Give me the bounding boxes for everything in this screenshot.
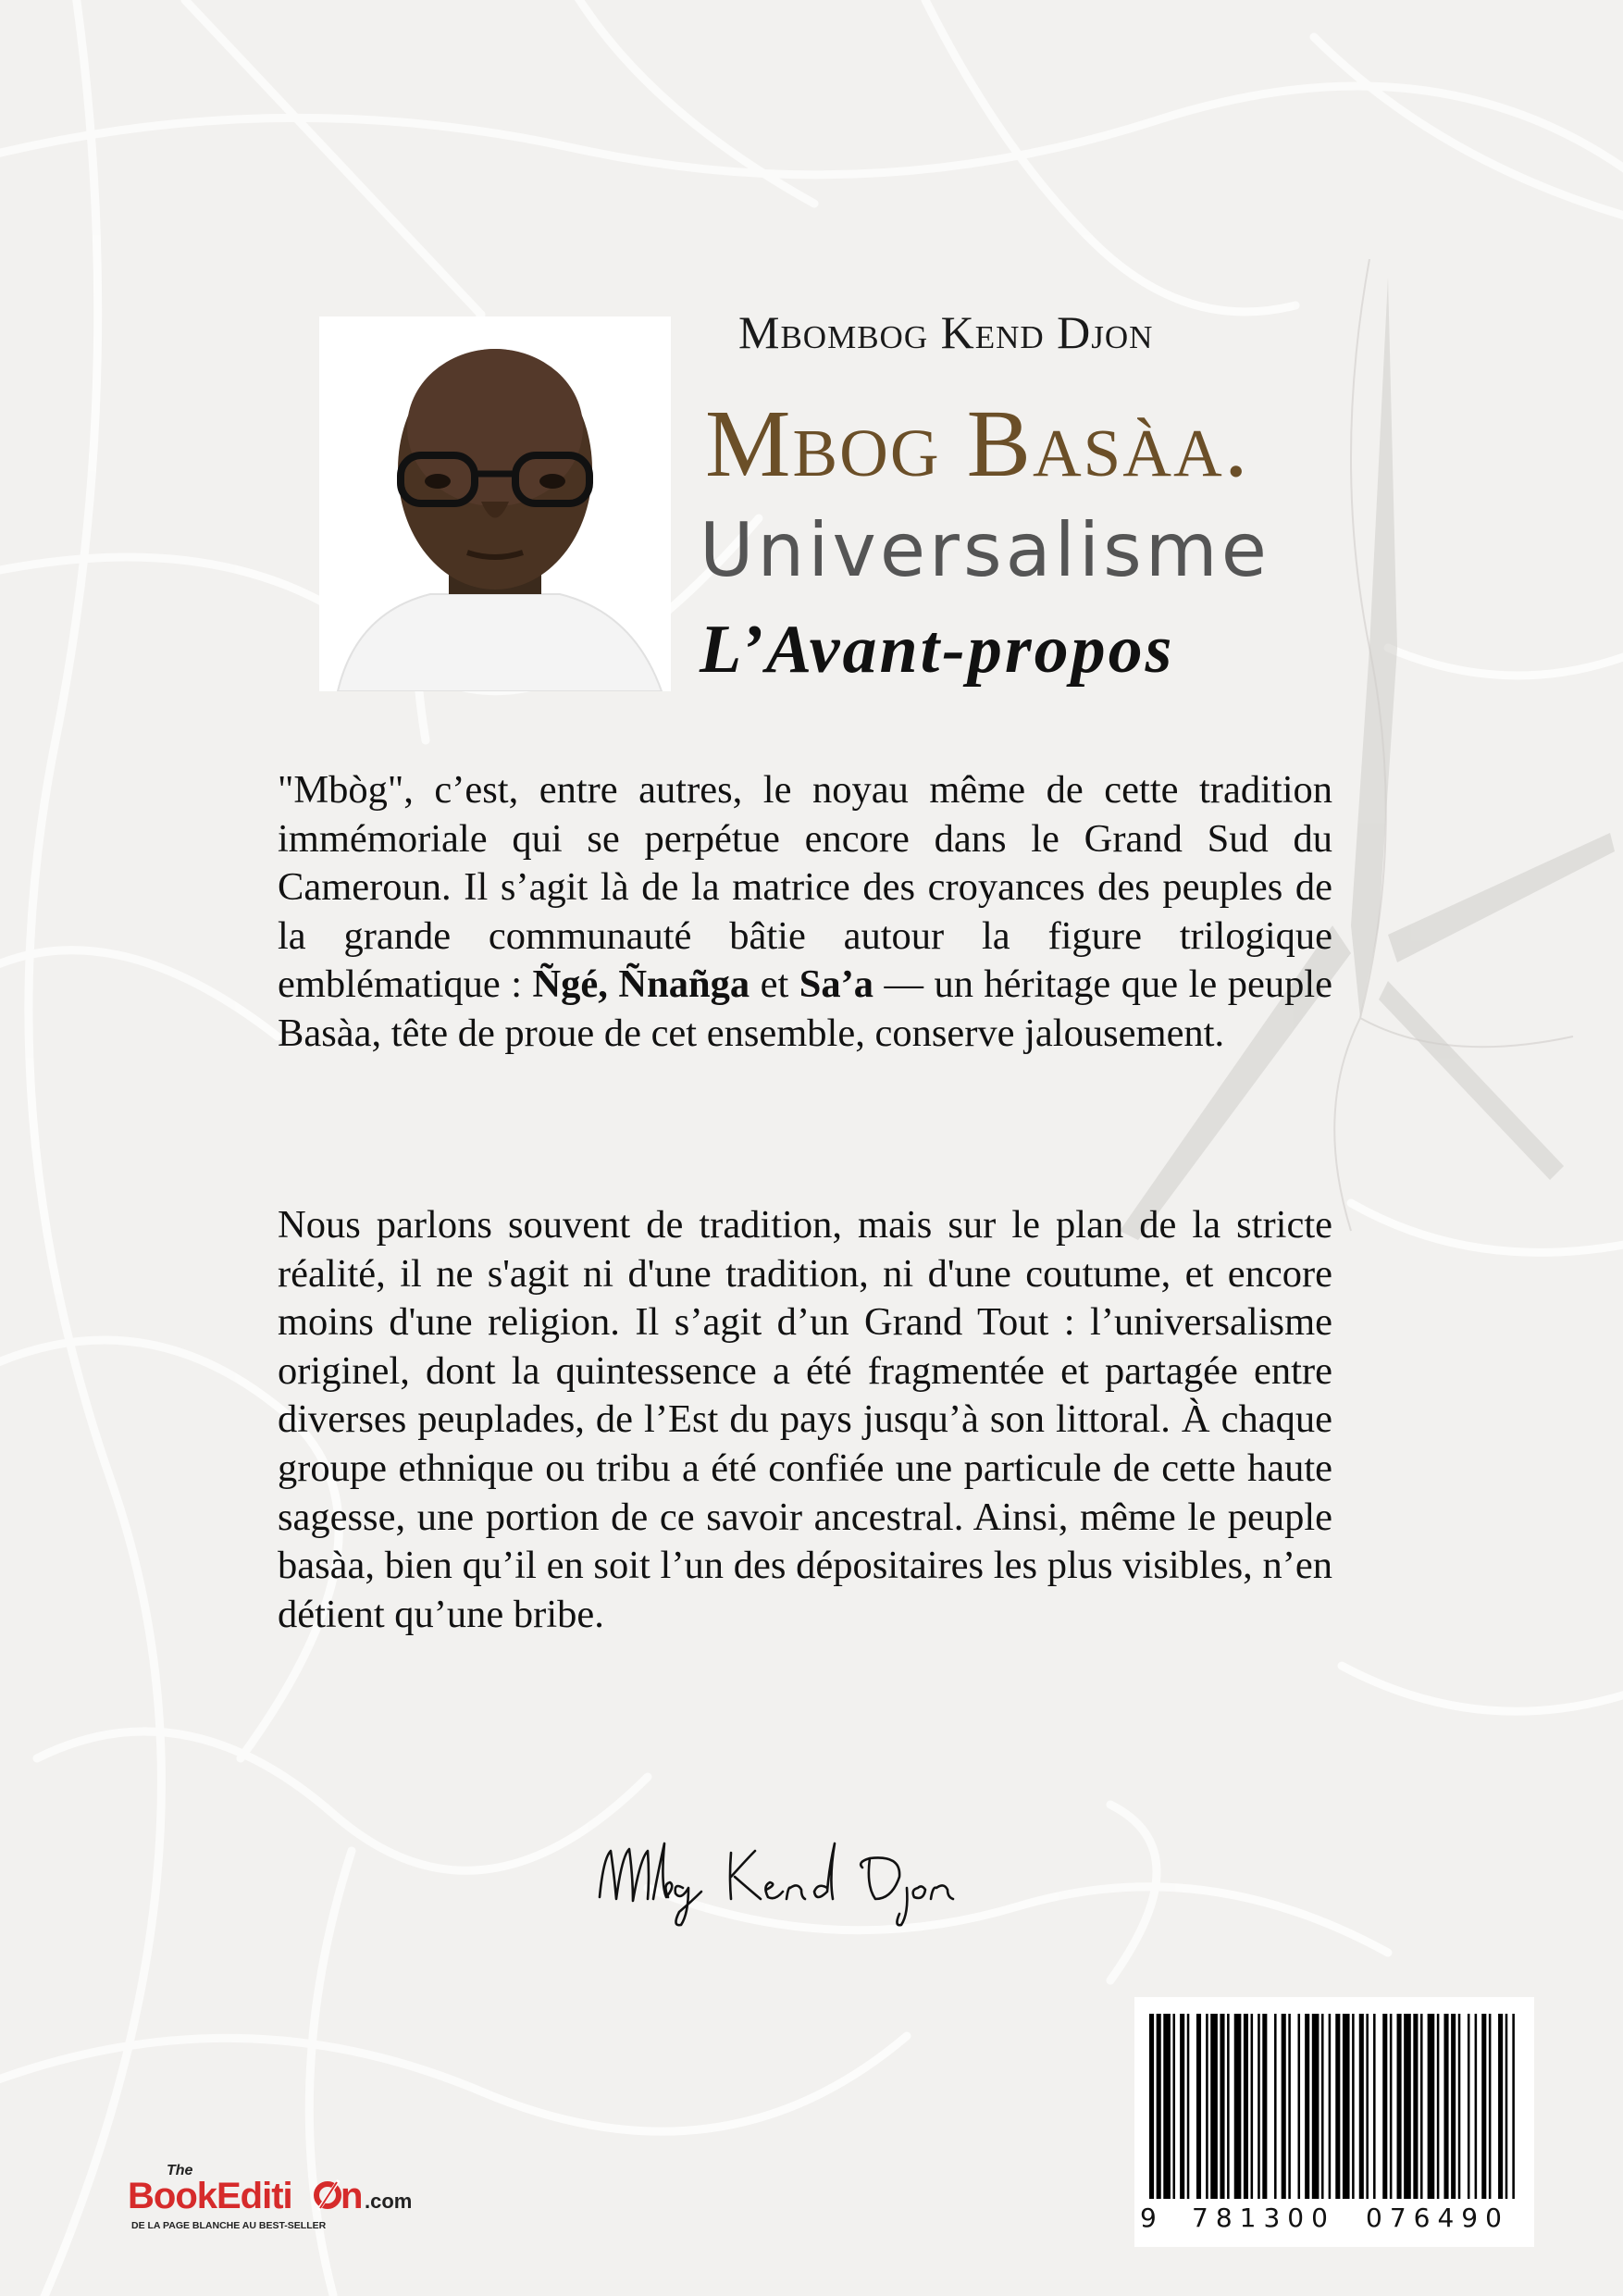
barcode-bar	[1343, 2014, 1350, 2199]
barcode-bar	[1329, 2014, 1332, 2199]
publisher-logo	[122, 2160, 427, 2240]
barcode-bar	[1335, 2014, 1340, 2199]
barcode-bar	[1149, 2014, 1154, 2199]
barcode-bar	[1172, 2014, 1175, 2199]
barcode-bar	[1262, 2014, 1267, 2199]
barcode-bar	[1157, 2014, 1161, 2199]
logo-domain: .com	[365, 2190, 413, 2213]
logo-tagline: DE LA PAGE BLANCHE AU BEST-SELLER	[131, 2220, 327, 2231]
barcode-bar	[1498, 2014, 1503, 2199]
barcode-digits-right: 076490	[1366, 2203, 1509, 2233]
barcode-digit-prefix: 9	[1140, 2203, 1157, 2233]
paragraph-intro	[278, 766, 1332, 1059]
barcode-bar	[1458, 2014, 1461, 2199]
barcode-bar	[1220, 2014, 1224, 2199]
barcode-bar	[1258, 2014, 1260, 2199]
barcode-bar	[1251, 2014, 1254, 2199]
logo-name-end: n	[341, 2176, 364, 2216]
paragraph-main: Nous parlons souvent de tradition, mais sur le plan de la stricte réalité, il ne s'agit ni d'une tradition, ni d'une coutume, et encore moins d'une religion. Il s’agit d’un Grand Tout : l’universalisme originel, dont la quintessence a été fragmentée et partagée entre diverses peuplades, de l’Est du pays jusqu’à son littoral. À chaque groupe ethnique ou tribu a été confiée une particule de cette haute sagesse, une portion de ce savoir ancestral. Ainsi, même le peuple basàa, bien qu’il en soit l’un des dépositaires les plus visibles, n’en détient qu’une bribe.	[278, 1203, 1332, 1636]
barcode-bar	[1210, 2014, 1218, 2199]
logo-the: The	[167, 2163, 193, 2178]
barcode-digits	[1134, 2203, 1534, 2240]
barcode-bar	[1321, 2014, 1324, 2199]
barcode-bar	[1468, 2014, 1470, 2199]
barcode-bar	[1312, 2014, 1319, 2199]
barcode-bar	[1359, 2014, 1364, 2199]
barcode-bar	[1305, 2014, 1309, 2199]
barcode-bar	[1475, 2014, 1478, 2199]
barcode-bar	[1288, 2014, 1291, 2199]
barcode-bar	[1274, 2014, 1277, 2199]
paragraph-bold-text: Sa’a	[799, 962, 874, 1007]
barcode-bar	[1413, 2014, 1418, 2199]
book-subtitle: Universalisme	[700, 507, 1270, 593]
barcode-bar	[1282, 2014, 1286, 2199]
barcode-bar	[1382, 2014, 1387, 2199]
barcode-bar	[1234, 2014, 1242, 2199]
barcode-bar	[1196, 2014, 1201, 2199]
paragraph-text: "Mbòg", c’est, entre autres, le noyau même de cette tradition immémoriale qui se perpétue encore dans le Grand Sud du Cameroun. Il s’agit là de la matrice des croyances des peuples de la grande communauté bâtie autour la figure trilogique emblématique :	[278, 768, 1332, 1007]
author-signature	[592, 1831, 981, 1937]
isbn-barcode	[1134, 1997, 1534, 2247]
barcode-bar	[1397, 2014, 1402, 2199]
barcode-bar	[1428, 2014, 1435, 2199]
paragraph-text: et	[750, 962, 799, 1007]
paragraph-text: — un héritage que le peuple Basàa, tête de proue de cet ensemble, conserve jalousement.	[278, 962, 1332, 1055]
barcode-bar	[1180, 2014, 1184, 2199]
barcode-bar	[1481, 2014, 1486, 2199]
barcode-bar	[1437, 2014, 1440, 2199]
barcode-bar	[1420, 2014, 1423, 2199]
barcode-bar	[1505, 2014, 1508, 2199]
author-photo	[319, 316, 671, 691]
barcode-bar	[1373, 2014, 1376, 2199]
barcode-bar	[1227, 2014, 1230, 2199]
barcode-bar	[1187, 2014, 1190, 2199]
barcode-bar	[1489, 2014, 1492, 2199]
logo-name: BookEditi	[128, 2176, 292, 2216]
book-title: Mbog Basàa.	[705, 391, 1250, 497]
barcode-bar	[1404, 2014, 1411, 2199]
barcode-bar	[1451, 2014, 1456, 2199]
paragraph-bold-text: Ñgé, Ñnañga	[532, 962, 750, 1007]
barcode-bar	[1390, 2014, 1393, 2199]
barcode-bar	[1298, 2014, 1301, 2199]
barcode-bar	[1352, 2014, 1355, 2199]
barcode-bar	[1512, 2014, 1515, 2199]
author-name: Mbombog Kend Djon	[738, 306, 1154, 358]
barcode-bar	[1366, 2014, 1369, 2199]
barcode-bar	[1163, 2014, 1171, 2199]
barcode-bar	[1443, 2014, 1448, 2199]
barcode-digits-left: 781300	[1192, 2203, 1335, 2233]
barcode-bar	[1206, 2014, 1208, 2199]
barcode-bar	[1244, 2014, 1248, 2199]
book-section-title: L’Avant-propos	[700, 612, 1175, 688]
